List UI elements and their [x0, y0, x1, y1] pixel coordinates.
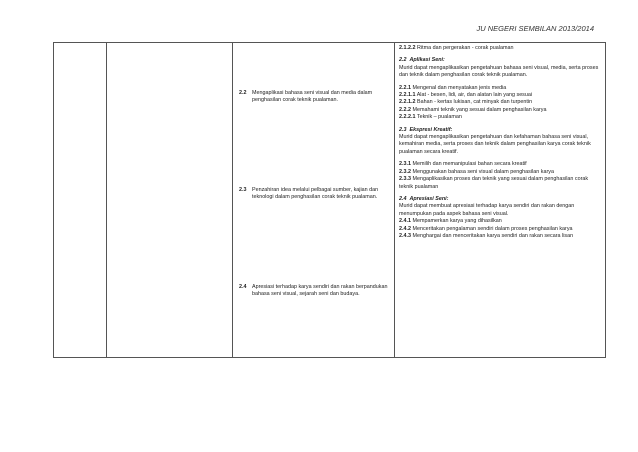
blank-cell-1	[54, 43, 107, 358]
standard-number: 2.2	[239, 90, 247, 96]
outcome-description: Murid dapat mengaplikasikan pengetahuan dan kefahaman bahasa seni visual, kemahiran media, serta proses dan teknik dalam penghasilan karya corak teknik pualaman secara kreatif.	[399, 134, 591, 155]
outcome-line: 2.4.2 Menceritakan pengalaman sendiri dalam proses penghasilan karya	[399, 225, 573, 232]
outcome-heading: 2.3 Ekspresi Kreatif:	[399, 126, 453, 133]
standard-text: Penzahiran idea melalui pelbagai sumber, kajian dan teknologi dalam penghasilan corak teknik pualaman.	[252, 187, 379, 201]
learning-outcome-cell	[395, 43, 606, 358]
standard-2-3	[239, 187, 388, 202]
standard-text: Apresiasi terhadap karya sendiri dan rakan berpandukan bahasa seni visual, sejarah seni dan budaya.	[252, 284, 388, 298]
outcome-heading: 2.2 Aplikasi Seni:	[399, 57, 445, 64]
standard-cell	[233, 43, 395, 358]
outcome-description: Murid dapat membuat apresiasi terhadap karya sendiri dan rakan dengan menumpukan pada aspek bahasa seni visual.	[399, 203, 575, 217]
outcome-description: Murid dapat mengaplikasikan pengetahuan bahasa seni visual, media, serta proses dan teknik dalam penghasilan corak teknik pualaman.	[399, 64, 599, 79]
outcome-line: 2.2.1 Mengenal dan menyatakan jenis media	[399, 84, 507, 91]
outcome-line: 2.3.3 Mengaplikasikan proses dan teknik yang sesuai dalam penghasilan corak teknik pualaman	[399, 176, 589, 190]
outcome-line: 2.3.2 Menggunakan bahasa seni visual dalam penghasilan karya	[399, 168, 554, 175]
curriculum-table	[53, 42, 606, 358]
outcome-line: 2.2.1.1 Alat - besen, lidi, air, dan alatan lain yang sesuai	[399, 92, 533, 99]
standard-text: Mengaplikasi bahasa seni visual dan media dalam penghasilan corak teknik pualaman.	[252, 90, 373, 104]
standard-number: 2.4	[239, 284, 247, 290]
document-header: JU NEGERI SEMBILAN 2013/2014	[476, 24, 594, 33]
outcome-line: 2.1.2.2 Ritma dan pergerakan - corak pualaman	[399, 45, 514, 51]
outcome-line: 2.2.1.2 Bahan - kertas lukisan, cat minyak dan turpentin	[399, 99, 533, 106]
table-row	[54, 43, 606, 358]
blank-cell-2	[107, 43, 233, 358]
outcome-line: 2.2.2.1 Teknik – pualaman	[399, 114, 462, 121]
standard-number: 2.3	[239, 187, 247, 193]
standard-2-4	[239, 284, 388, 299]
standard-2-2	[239, 90, 388, 105]
outcome-line: 2.2.2 Memahami teknik yang sesuai dalam penghasilan karya	[399, 106, 547, 113]
outcome-heading: 2.4 Apresiasi Seni:	[399, 195, 449, 202]
outcome-line: 2.4.1 Mempamerkan karya yang dihasilkan	[399, 218, 502, 225]
outcome-line: 2.3.1 Memilih dan memanipulasi bahan secara kreatif	[399, 161, 527, 168]
outcome-line: 2.4.3 Menghargai dan menceritakan karya sendiri dan rakan secara lisan	[399, 232, 574, 239]
